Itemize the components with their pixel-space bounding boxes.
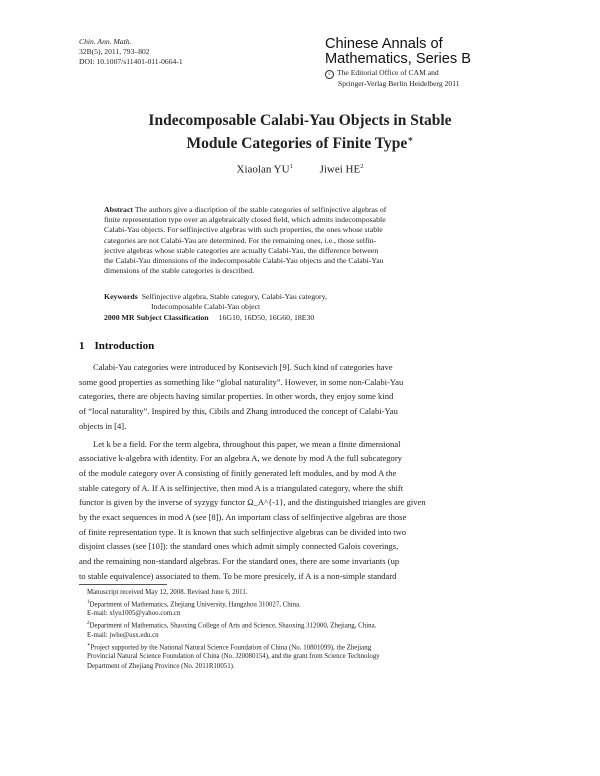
journal-title-line-1: Chinese Annals of (325, 36, 443, 52)
footnote-project (79, 641, 523, 653)
subject-classification-codes: 16G10, 16D50, 16G60, 18E30 (218, 313, 315, 323)
body-line: some good properties as something like “global naturality”. However, in some non-Calabi-Yau (79, 376, 404, 387)
abstract-line: the Calabi-Yau dimensions of the indecomposable Calabi-Yau objects and the Calabi-Yau (104, 256, 384, 266)
journal-short-name: Chin. Ann. Math. (79, 37, 132, 46)
author-name: Xiaolan YU (236, 163, 290, 176)
journal-title-line-2: Mathematics, Series B (325, 51, 471, 67)
abstract-line: finite representation type over an algebraically closed field, which admits indecomposable (104, 215, 386, 225)
journal-doi: DOI: 10.1007/s11401-011-0664-1 (79, 56, 183, 66)
paper-title-line-1: Indecomposable Calabi-Yau Objects in Stable (148, 112, 452, 129)
keywords-line-2: Indecomposable Calabi-Yau object (151, 302, 261, 312)
body-text (79, 360, 523, 584)
journal-volume-pages: 32B(5), 2011, 793–802 (79, 46, 150, 56)
journal-masthead (325, 37, 525, 89)
body-line: by the exact sequences in mod A (see [8]). An important class of selfinjective algebras are those (79, 512, 407, 523)
body-line: of “local naturality”. Inspired by this, Cibils and Zhang introduced the concept of Calabi-Yau (79, 406, 398, 417)
abstract-line: categories are not Calabi-Yau are determined. For the remaining ones, i.e., those selfin- (104, 235, 377, 245)
copyright-icon: c (325, 70, 334, 79)
footnote-affiliation-1 (79, 598, 523, 610)
body-line: of finite representation type. It is known that such selfinjective algebras can be divided into two (79, 526, 407, 537)
body-line: associative k-algebra with identity. For an algebra A, we denote by mod A the full subcategory (79, 453, 402, 464)
body-line: Calabi-Yau categories were introduced by Kontsevich [9]. Such kind of categories have (93, 362, 393, 372)
section-title: Introduction (94, 340, 155, 352)
footnote-email-1: E-mail: xlyu1005@yahoo.com.cn (87, 610, 181, 618)
footnote-line: Project supported by the National Natural Science Foundation of China (No. 10801099), the Zhejiang (90, 643, 372, 651)
abstract (104, 205, 500, 276)
title-footnote-mark: ∗ (407, 134, 414, 144)
author-affiliation-mark: 1 (289, 163, 293, 170)
subject-classification-label: 2000 MR Subject Classification (104, 313, 209, 323)
copyright-line-2: Springer-Verlag Berlin Heidelberg 2011 (338, 79, 460, 88)
abstract-line: Calabi-Yau objects. For selfinjective algebras with such properties, the ones whose stable (104, 225, 383, 235)
body-line: objects in [4]. (79, 420, 127, 431)
keywords-label: Keywords (104, 292, 138, 301)
footnote-mark: 2 (87, 621, 90, 627)
copyright-line-1: The Editorial Office of CAM and (337, 68, 439, 77)
footnote-line: Department of Zhejiang Province (No. 2011R10051). (87, 663, 235, 671)
footnotes (79, 588, 523, 672)
journal-citation-block (79, 37, 183, 66)
section-heading (79, 340, 154, 352)
footnote-line: Department of Mathematics, Shaoxing College of Arts and Science, Shaoxing 312000, Zhejiang, China. (89, 622, 377, 630)
footnote-mark: ∗ (87, 642, 91, 648)
copyright-notice (325, 68, 525, 89)
author-name: Jiwei HE (319, 163, 361, 176)
author-list (0, 163, 600, 176)
body-line: Let k be a field. For the term algebra, throughout this paper, we mean a finite dimensional (93, 438, 401, 449)
author (237, 163, 293, 176)
abstract-line: jective algebras whose stable categories are actually Calabi-Yau, the difference between (104, 245, 379, 255)
body-line: stable category of A. If A is selfinjective, then mod A is a triangulated category, where the shift (79, 482, 404, 493)
abstract-label: Abstract (104, 205, 134, 214)
body-line: functor is given by the inverse of syzygy functor Ω_A^{-1}, and the distinguished triangles are given (79, 497, 426, 508)
paper-title (0, 111, 600, 153)
abstract-line: The authors give a discription of the stable categories of selfinjective algebras of (134, 205, 387, 214)
paper-title-line-2: Module Categories of Finite Type (186, 135, 408, 153)
body-line: to stable equivalence) associated to them. To be more presicely, if A is a non-simple standard (79, 570, 397, 581)
keywords-block (104, 292, 500, 324)
body-line: and the remaining non-standard algebras. For the standard ones, there are some invariants (up (79, 556, 400, 567)
author (320, 163, 364, 176)
footnote-line: Provincial Natural Science Foundation of China (No. J20080154), and the grant from Science Technology (87, 653, 380, 661)
footnote-email-2: E-mail: jwhe@usx.edu.cn (87, 631, 159, 639)
paragraph (79, 437, 523, 584)
body-line: categories, there are objects having similar properties. In other words, they enjoy some kind (79, 391, 394, 402)
footnote-line: Department of Mathematics, Zhejiang University, Hangzhou 310027, China. (89, 600, 301, 608)
section-number: 1 (79, 340, 85, 352)
footnote-received: Manuscript received May 12, 2008. Revised June 6, 2011. (87, 589, 248, 596)
keywords-line-1: Selfinjective algebra, Stable category, Calabi-Yau category, (141, 292, 327, 301)
footnote-affiliation-2 (79, 619, 523, 631)
paragraph (79, 360, 523, 434)
subject-classification (104, 313, 500, 323)
body-line: of the module category over A consisting of finitly generated left modules, and by mod A the (79, 467, 397, 478)
author-affiliation-mark: 2 (360, 163, 364, 170)
footnote-separator (79, 584, 167, 585)
footnote-mark: 1 (87, 599, 90, 605)
abstract-line: dimensions of the stable categories is described. (104, 266, 255, 276)
body-line: disjoint classes (see [10]): the standard ones which admit simply connected Galois coverings, (79, 541, 399, 552)
